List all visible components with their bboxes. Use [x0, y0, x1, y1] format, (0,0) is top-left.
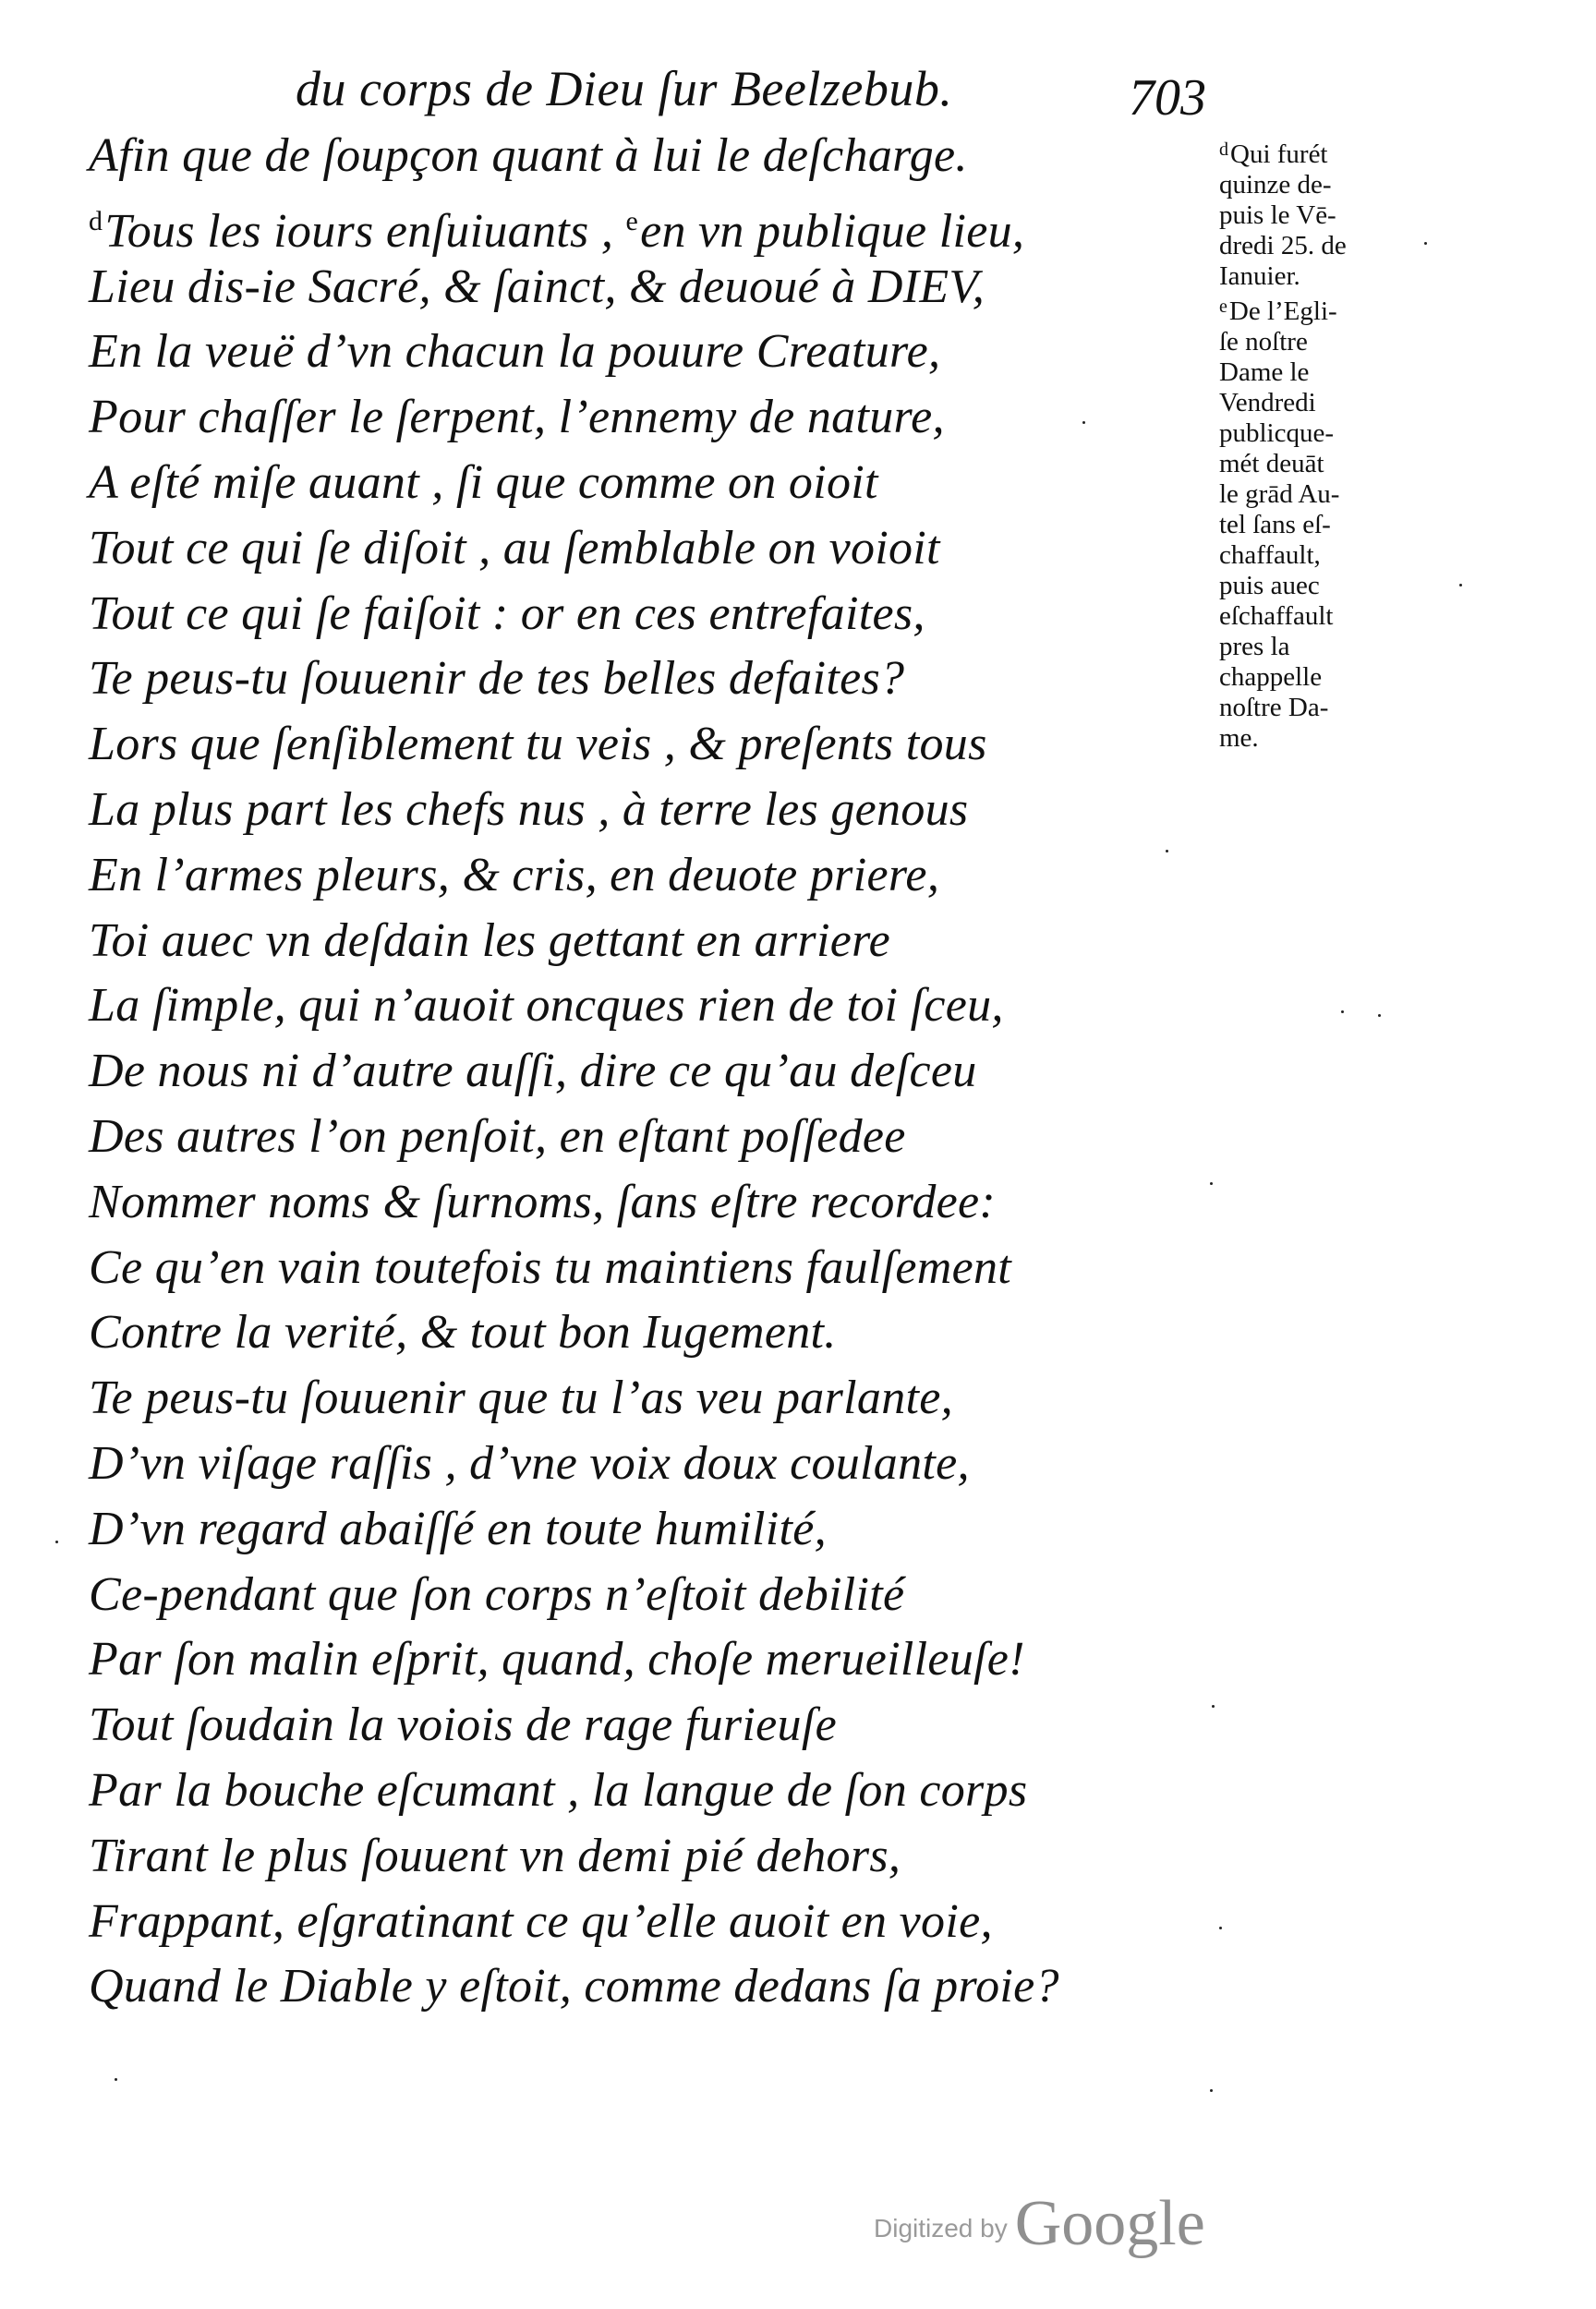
- footnote-marker: d: [1219, 139, 1228, 160]
- margin-note-line: noſtre Da-: [1219, 693, 1329, 722]
- verse-line: Tirant le plus ſouuent vn demi pié dehors,: [89, 1829, 901, 1882]
- verse-line: Pour chaſſer le ſerpent, l’ennemy de nature,: [89, 391, 945, 444]
- verse-line: De nous ni d’autre auſſi, dire ce qu’au deſceu: [89, 1045, 977, 1098]
- margin-note-line: eſchaffault: [1219, 601, 1334, 631]
- margin-note-line: ſe noſtre: [1219, 327, 1308, 357]
- margin-note-line: Dame le: [1219, 357, 1310, 387]
- margin-note-line: me.: [1219, 723, 1259, 753]
- margin-note-line: puis le Vē-: [1219, 200, 1336, 230]
- verse-line: En l’armes pleurs, & cris, en deuote priere,: [89, 848, 940, 901]
- scan-speck: [1219, 1927, 1222, 1929]
- verse-line: Te peus-tu ſouuenir que tu l’as veu parlante,: [89, 1372, 953, 1425]
- verse-line: Tout ce qui ſe faiſoit : or en ces entrefaites,: [89, 586, 925, 640]
- margin-note-line: puis auec: [1219, 571, 1320, 600]
- verse-line: Lieu dis-ie Sacré, & ſainct, & deuoué à DIEV,: [89, 260, 985, 313]
- page-number: 703: [1129, 69, 1206, 127]
- verse-line: D’vn regard abaiſſé en toute humilité,: [89, 1502, 827, 1555]
- scan-speck: [1210, 1182, 1213, 1185]
- scan-speck: [1341, 1010, 1344, 1013]
- margin-note-line: dredi 25. de: [1219, 231, 1347, 260]
- verse-line: Tout ſoudain la voiois de rage furieuſe: [89, 1699, 837, 1752]
- margin-note-line: le grād Au-: [1219, 479, 1340, 509]
- margin-note-line: chappelle: [1219, 662, 1323, 692]
- verse-block: [89, 124, 1142, 2020]
- margin-note-line: quinze de-: [1219, 170, 1332, 199]
- running-head: du corps de Dieu ſur Beelzebub.: [296, 61, 953, 116]
- footnote-marker: e: [625, 205, 639, 236]
- verse-line: Nommer noms & ſurnoms, ſans eſtre recordee:: [89, 1175, 997, 1228]
- margin-note-line: $^d$Qui furét: [1219, 139, 1328, 169]
- verse-line: $^d$Tous les iours enſuiuants , $^e$en vn publique lieu,: [89, 204, 1025, 258]
- margin-note-line: pres la: [1219, 632, 1290, 661]
- verse-line: Te peus-tu ſouuenir de tes belles defaites?: [89, 652, 905, 706]
- verse-line: Ce-pendant que ſon corps n’eſtoit debilité: [89, 1567, 905, 1621]
- google-logo: Google: [1014, 2188, 1205, 2259]
- margin-note-line: publicque-: [1219, 418, 1335, 448]
- verse-line: Lors que ſenſiblement tu veis , & preſents tous: [89, 718, 987, 771]
- verse-line: Par la bouche eſcumant , la langue de ſon corps: [89, 1763, 1028, 1817]
- verse-line: D’vn viſage raſſis , d’vne voix doux coulante,: [89, 1436, 970, 1490]
- scan-speck: [1212, 1705, 1215, 1708]
- margin-note-line: tel ſans eſ-: [1219, 510, 1331, 539]
- scan-speck: [1459, 584, 1462, 586]
- scan-speck: [55, 1541, 58, 1543]
- verse-line: A eſté miſe auant , ſi que comme on oioit: [89, 455, 878, 509]
- footnote-marker: e: [1219, 296, 1227, 317]
- margin-note-line: $^e$De l’Egli-: [1219, 296, 1337, 326]
- margin-note-line: Vendredi: [1219, 388, 1316, 417]
- scan-speck: [1378, 1014, 1381, 1017]
- verse-line: Par ſon malin eſprit, quand, choſe merueilleuſe!: [89, 1633, 1025, 1686]
- verse-line: Quand le Diable y eſtoit, comme dedans ſa proie?: [89, 1960, 1059, 2013]
- verse-line: Contre la verité, & tout bon Iugement.: [89, 1306, 837, 1360]
- verse-line: En la veuë d’vn chacun la pouure Creature,: [89, 325, 941, 379]
- verse-line: La ſimple, qui n’auoit oncques rien de toi ſceu,: [89, 979, 1004, 1033]
- scan-speck: [1166, 850, 1168, 852]
- verse-line: Toi auec vn deſdain les gettant en arriere: [89, 913, 891, 967]
- margin-note-line: Ianuier.: [1219, 261, 1300, 291]
- verse-line: Afin que de ſoupçon quant à lui le deſcharge.: [89, 129, 968, 182]
- scan-speck: [1424, 242, 1427, 245]
- scan-speck: [1082, 421, 1085, 424]
- margin-note-line: chaffault,: [1219, 540, 1321, 570]
- verse-line: Des autres l’on penſoit, en eſtant poſſedee: [89, 1109, 906, 1163]
- verse-line: La plus part les chefs nus , à terre les genous: [89, 782, 969, 836]
- verse-line: Ce qu’en vain toutefois tu maintiens faulſement: [89, 1240, 1012, 1294]
- digitized-by-google-watermark: [874, 2187, 1205, 2261]
- verse-line: Tout ce qui ſe diſoit , au ſemblable on voioit: [89, 521, 940, 574]
- scan-speck: [1210, 2089, 1213, 2092]
- footnote-marker: d: [89, 205, 103, 236]
- verse-line: Frappant, eſgratinant ce qu’elle auoit en voie,: [89, 1894, 993, 1948]
- scan-speck: [115, 2078, 117, 2081]
- margin-note-line: mét deuāt: [1219, 449, 1324, 478]
- watermark-prefix: Digitized by: [874, 2214, 1008, 2243]
- marginal-note: [1219, 135, 1395, 754]
